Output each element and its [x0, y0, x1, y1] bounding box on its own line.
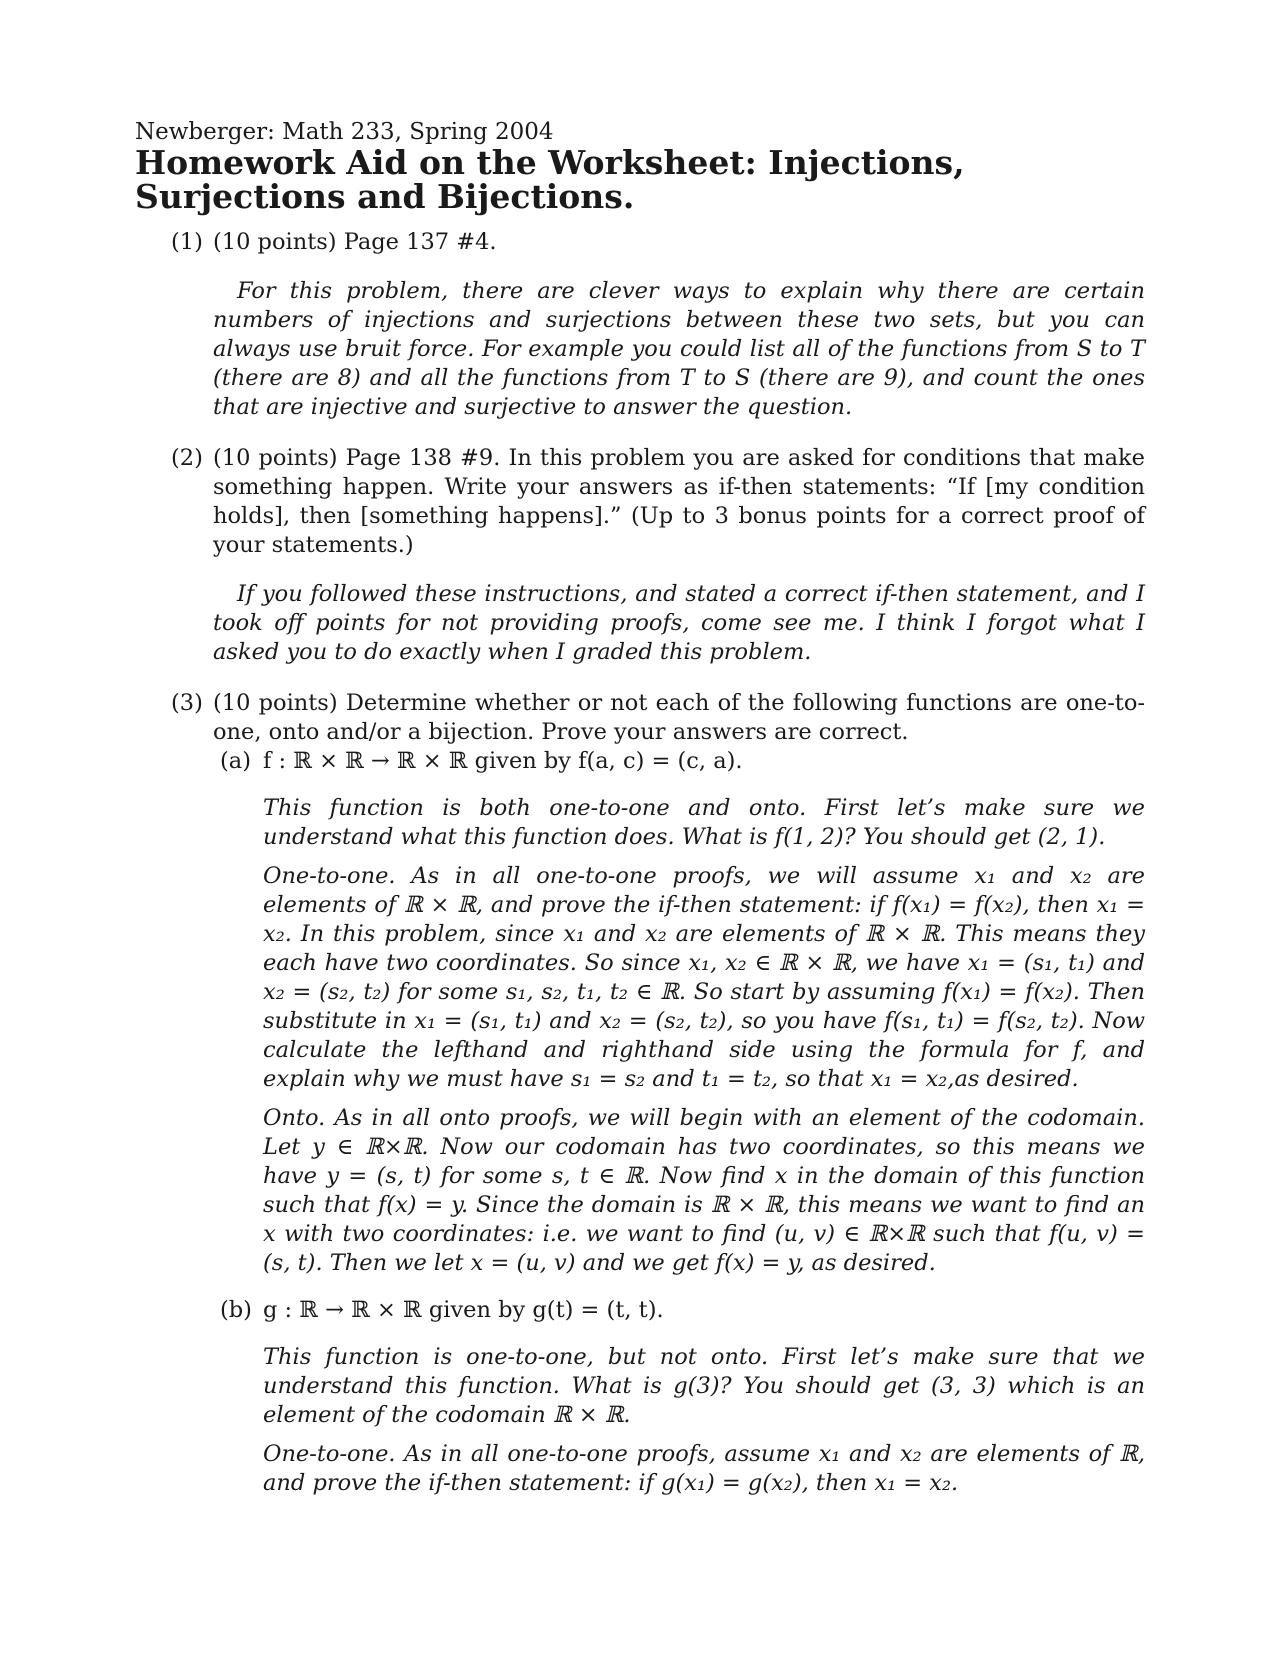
part-b-note-one-to-one: One-to-one. As in all one-to-one proofs, assume x₁ and x₂ are elements of ℝ, and prove the if-then statement: if g(x₁) = g(x₂), then x₁ = x₂.	[263, 1441, 1145, 1496]
problem-statement	[135, 228, 1145, 257]
part-label: (b)	[220, 1297, 252, 1323]
part-text: f : ℝ × ℝ → ℝ × ℝ given by f(a, c) = (c, a).	[263, 748, 743, 774]
part-a-note-onto: Onto. As in all onto proofs, we will begin with an element of the codomain. Let y ∈ ℝ×ℝ. Now our codomain has two coordinates, so this means we have y = (s, t) for some s, t ∈ ℝ. Now find x in the domain of this function such that f(x) = y. Since the domain is ℝ × ℝ, this means we want to find an x with two coordinates: i.e. we want to find (u, v) ∈ ℝ×ℝ such that f(u, v) = (s, t). Then we let x = (u, v) and we get f(x) = y, as desired.	[263, 1105, 1145, 1276]
problem-statement	[135, 689, 1145, 747]
problem-number: (3)	[171, 690, 203, 716]
document-page	[135, 118, 1145, 1498]
part-a-note-intro: This function is both one-to-one and onto. First let’s make sure we understand what this function does. What is f(1, 2)? You should get (2, 1).	[263, 795, 1145, 850]
part-b-statement	[135, 1296, 1145, 1325]
problem-text: (10 points) Page 138 #9. In this problem you are asked for conditions that make something happen. Write your answers as if-then statements: “If [my condition holds], then [something happens].” (Up to 3 bonus points for a correct proof of your statements.)	[213, 445, 1145, 558]
part-a-note-one-to-one: One-to-one. As in all one-to-one proofs, we will assume x₁ and x₂ are elements of ℝ × ℝ, and prove the if-then statement: if f(x₁) = f(x₂), then x₁ = x₂. In this problem, since x₁ and x₂ are elements of ℝ × ℝ. This means they each have two coordinates. So since x₁, x₂ ∈ ℝ × ℝ, we have x₁ = (s₁, t₁) and x₂ = (s₂, t₂) for some s₁, s₂, t₁, t₂ ∈ ℝ. So start by assuming f(x₁) = f(x₂). Then substitute in x₁ = (s₁, t₁) and x₂ = (s₂, t₂), so you have f(s₁, t₁) = f(s₂, t₂). Now calculate the lefthand and righthand side using the formula for f, and explain why we must have s₁ = s₂ and t₁ = t₂, so that x₁ = x₂,as desired.	[263, 863, 1145, 1092]
part-text: g : ℝ → ℝ × ℝ given by g(t) = (t, t).	[263, 1297, 664, 1323]
problem-note: If you followed these instructions, and stated a correct if-then statement, and I took off points for not providing proofs, come see me. I think I forgot what I asked you to do exactly when I graded this problem.	[213, 581, 1145, 665]
problem-text: (10 points) Determine whether or not each of the following functions are one-to-one, onto and/or a bijection. Prove your answers are correct.	[213, 690, 1145, 745]
part-b-note-intro: This function is one-to-one, but not onto. First let’s make sure that we understand this function. What is g(3)? You should get (3, 3) which is an element of the codomain ℝ × ℝ.	[263, 1344, 1145, 1428]
problem-2	[135, 444, 1145, 667]
problem-1	[135, 228, 1145, 422]
problem-number: (2)	[171, 445, 203, 471]
problem-text: (10 points) Page 137 #4.	[213, 229, 497, 255]
problem-number: (1)	[171, 229, 203, 255]
problem-note: For this problem, there are clever ways to explain why there are certain numbers of injections and surjections between these two sets, but you can always use bruit force. For example you could list all of the functions from S to T (there are 8) and all the functions from T to S (there are 9), and count the ones that are injective and surjective to answer the question.	[213, 278, 1145, 420]
problem-statement	[135, 444, 1145, 560]
problem-3	[135, 689, 1145, 1498]
part-a-statement	[135, 747, 1145, 776]
page-title: Homework Aid on the Worksheet: Injections, Surjections and Bijections.	[135, 143, 965, 216]
course-header: Newberger: Math 233, Spring 2004	[135, 119, 554, 145]
part-label: (a)	[220, 748, 251, 774]
